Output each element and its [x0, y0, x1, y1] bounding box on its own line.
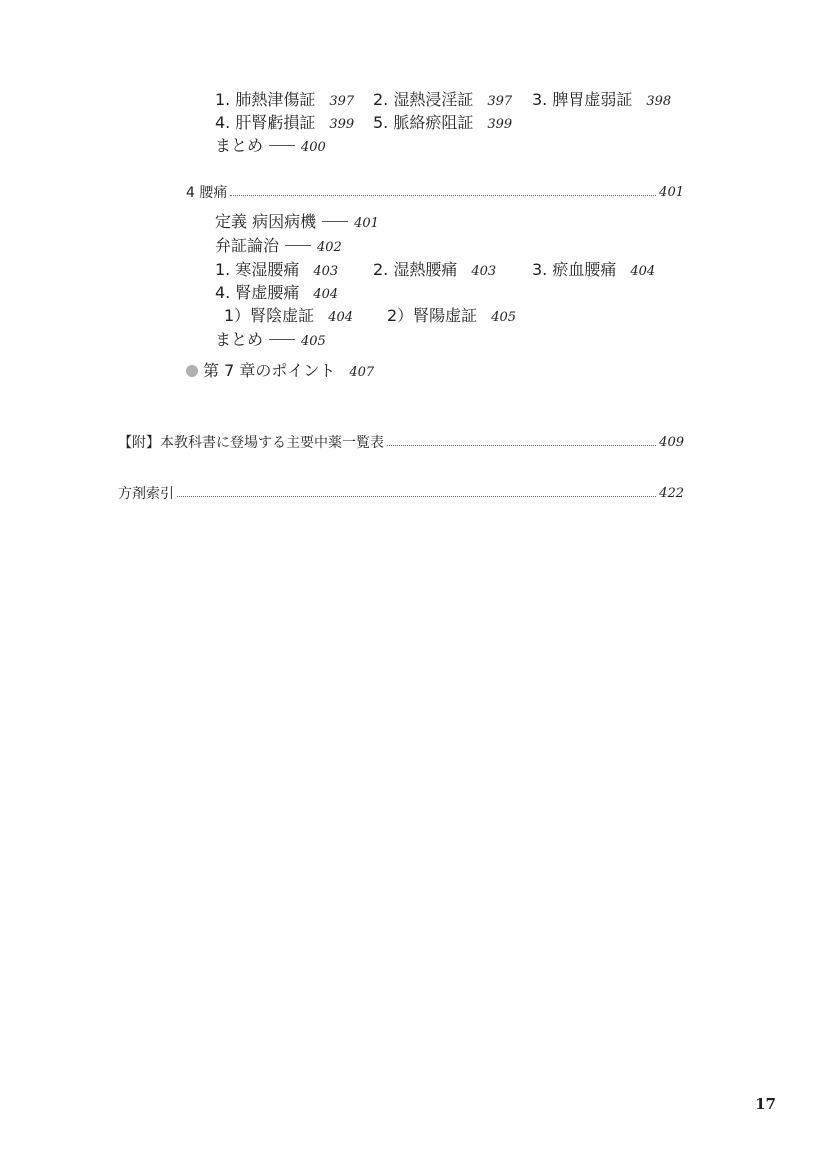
page-number: 17 [755, 1095, 776, 1113]
dot-leader [177, 496, 656, 497]
entry-label: 弁証論治 [215, 236, 280, 255]
toc-definition [215, 209, 379, 232]
entry-label: 2）腎陽虚証 [387, 306, 478, 325]
toc-entry [215, 280, 338, 303]
entry-page: 401 [354, 216, 379, 231]
toc-entry [224, 303, 353, 326]
entry-page: 403 [471, 264, 497, 279]
entry-label: 2. 湿熱浸淫証 [373, 90, 474, 109]
entry-label: 第 7 章のポイント [203, 361, 336, 380]
appendix-page: 409 [659, 434, 684, 450]
toc-entry [373, 110, 512, 133]
entry-page: 404 [328, 310, 354, 325]
section-page: 401 [659, 184, 684, 200]
entry-label: まとめ [215, 330, 264, 349]
dash-leader [322, 221, 348, 222]
toc-entry [215, 257, 338, 280]
dash-leader [285, 245, 311, 246]
toc-appendix [118, 433, 684, 451]
entry-label: 4. 肝腎虧損証 [215, 113, 316, 132]
bullet-circle-icon [186, 365, 198, 377]
entry-page: 403 [313, 264, 339, 279]
entry-page: 402 [317, 240, 342, 255]
entry-label: 3. 瘀血腰痛 [532, 260, 617, 279]
toc-entry [215, 110, 354, 133]
entry-page: 407 [349, 365, 375, 380]
entry-page: 405 [301, 334, 326, 349]
entry-page: 399 [487, 117, 513, 132]
entry-page: 400 [301, 140, 326, 155]
toc-chapter-point [186, 358, 374, 381]
toc-summary [215, 327, 326, 350]
entry-label: 1. 肺熱津傷証 [215, 90, 316, 109]
toc-section-4 [186, 183, 684, 201]
entry-label: 3. 脾胃虚弱証 [532, 90, 633, 109]
entry-label: まとめ [215, 136, 264, 155]
appendix-title: 【附】本教科書に登場する主要中薬一覧表 [118, 435, 384, 451]
index-title: 方剤索引 [118, 486, 174, 502]
toc-entry [215, 87, 354, 110]
toc-entry [532, 87, 671, 110]
dash-leader [269, 145, 295, 146]
entry-page: 404 [630, 264, 656, 279]
toc-index [118, 484, 684, 502]
dot-leader [387, 445, 656, 446]
entry-page: 399 [329, 117, 355, 132]
entry-page: 397 [487, 94, 513, 109]
entry-label: 4. 腎虚腰痛 [215, 283, 300, 302]
entry-label: 1. 寒湿腰痛 [215, 260, 300, 279]
entry-page: 397 [329, 94, 355, 109]
entry-page: 398 [646, 94, 672, 109]
entry-label: 2. 湿熱腰痛 [373, 260, 458, 279]
toc-summary [215, 133, 326, 156]
toc-entry [373, 257, 496, 280]
entry-label: 1）腎陰虚証 [224, 306, 315, 325]
entry-label: 定義 病因病機 [215, 212, 317, 231]
entry-page: 404 [313, 287, 339, 302]
section-title: 4 腰痛 [186, 185, 228, 201]
toc-entry [373, 87, 512, 110]
entry-label: 5. 脈絡瘀阻証 [373, 113, 474, 132]
toc-bensho [215, 233, 342, 256]
dash-leader [269, 339, 295, 340]
entry-page: 405 [491, 310, 517, 325]
index-page: 422 [659, 485, 684, 501]
toc-entry [532, 257, 655, 280]
dot-leader [230, 195, 656, 196]
toc-entry [387, 303, 516, 326]
